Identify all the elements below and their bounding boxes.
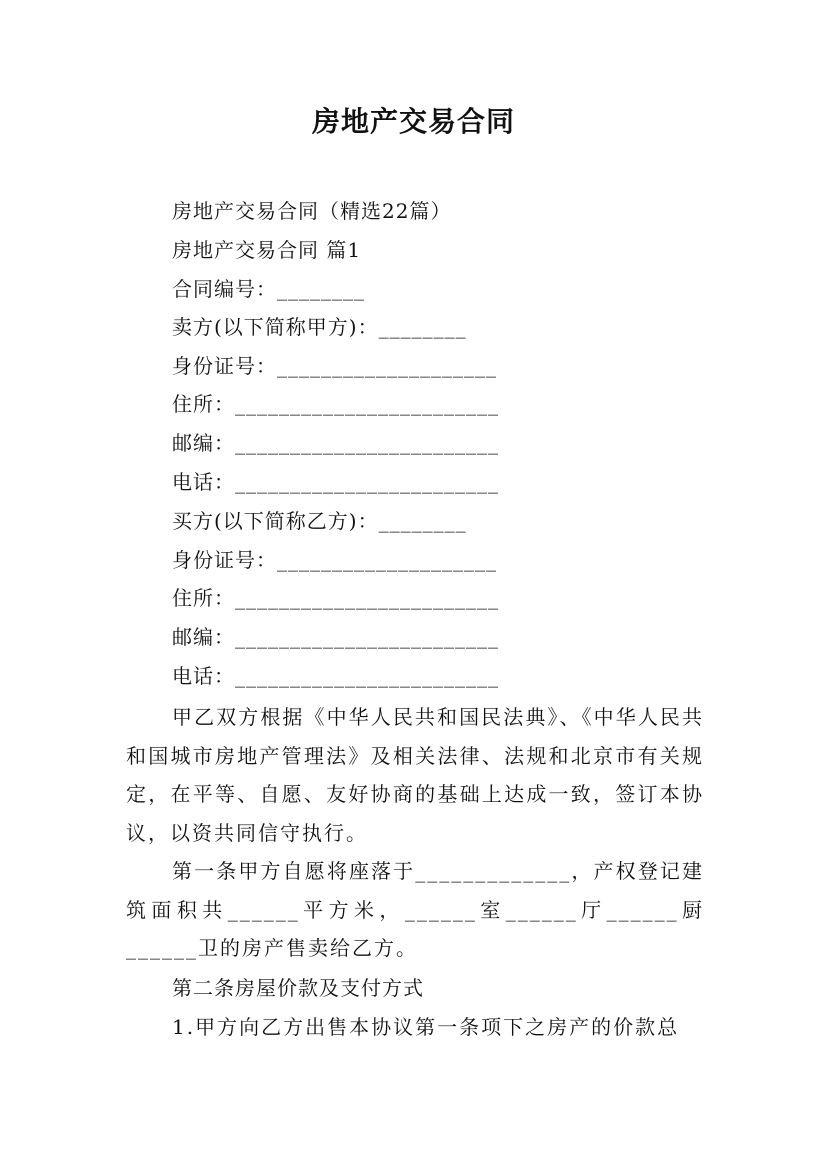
paragraph-article-1: 第一条甲方自愿将座落于_____________，产权登记建筑面积共______平方米，______室______厅______厨______卫的房产售卖给乙方。 [126,859,704,960]
buyer-postcode-line: 邮编：________________________ [172,625,499,649]
buyer-id-line: 身份证号：____________________ [172,548,497,572]
paragraph-preamble: 甲乙双方根据《中华人民共和国民法典》、《中华人民共和国城市房地产管理法》及相关法律、法规和北京市有关规定，在平等、自愿、友好协商的基础上达成一致，签订本协议，以资共同信守执行。 [126,705,704,845]
seller-address-line: 住所：________________________ [172,392,499,416]
contract-number-line: 合同编号：________ [172,277,365,301]
paragraph-article-2-item-1: 1.甲方向乙方出售本协议第一条项下之房产的价款总 [172,1015,680,1039]
buyer-address-line: 住所：________________________ [172,586,499,610]
heading-article-2: 第二条房屋价款及支付方式 [172,976,424,1000]
seller-id-line: 身份证号：____________________ [172,354,497,378]
subtitle-line: 房地产交易合同（精选22篇） [172,199,452,223]
seller-phone-line: 电话：________________________ [172,470,499,494]
buyer-line: 买方(以下简称乙方)：________ [172,509,467,533]
buyer-phone-line: 电话：________________________ [172,664,499,688]
seller-postcode-line: 邮编：________________________ [172,431,499,455]
seller-line: 卖方(以下简称甲方)：________ [172,315,467,339]
document-title: 房地产交易合同 [311,105,515,138]
section-line: 房地产交易合同 篇1 [172,238,362,262]
